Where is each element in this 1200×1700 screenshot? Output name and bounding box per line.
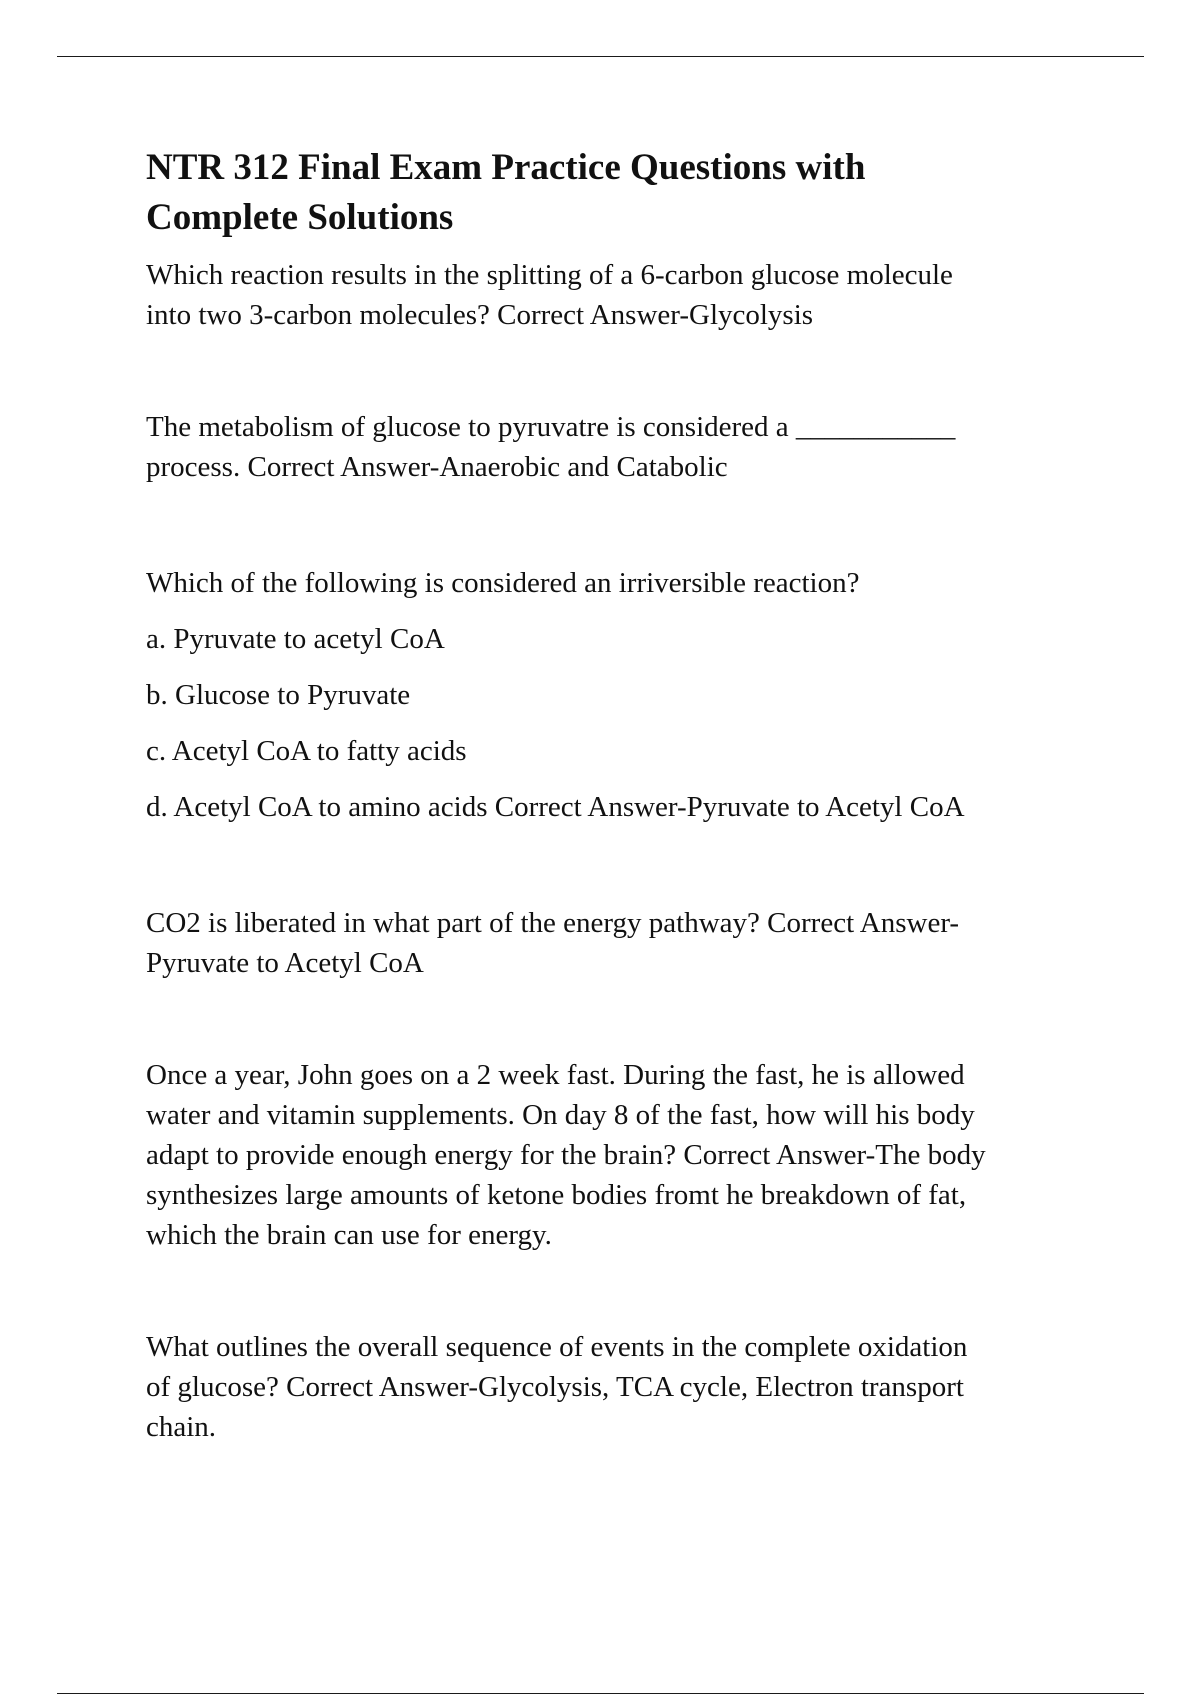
title-line-1: NTR 312 Final Exam Practice Questions with	[146, 147, 866, 188]
question-3-option-c: c. Acetyl CoA to fatty acids	[146, 735, 467, 767]
question-3-option-b: b. Glucose to Pyruvate	[146, 679, 411, 711]
question-3-stem: Which of the following is considered an irriversible reaction?	[146, 567, 860, 599]
question-2: The metabolism of glucose to pyruvatre is considered a ___________ process. Correct Answer-Anaerobic and Catabolic	[146, 411, 956, 483]
question-4: CO2 is liberated in what part of the energy pathway? Correct Answer- Pyruvate to Acetyl CoA	[146, 907, 960, 979]
title-line-2: Complete Solutions	[146, 197, 454, 238]
question-3-option-d: d. Acetyl CoA to amino acids Correct Answer-Pyruvate to Acetyl CoA	[146, 791, 965, 823]
question-6: What outlines the overall sequence of events in the complete oxidation of glucose? Correct Answer-Glycolysis, TCA cycle, Electron transport chain.	[146, 1331, 968, 1443]
document-title	[146, 143, 1146, 243]
question-1: Which reaction results in the splitting of a 6-carbon glucose molecule into two 3-carbon molecules? Correct Answer-Glycolysis	[146, 259, 953, 331]
question-5: Once a year, John goes on a 2 week fast. During the fast, he is allowed water and vitamin supplements. On day 8 of the fast, how will his body adapt to provide enough energy for the brain? Correct Answer-The body synthesizes large amounts of ketone bodies fromt he breakdown of fat, which the brain can use for energy.	[146, 1059, 986, 1251]
document-body	[146, 143, 1146, 1447]
question-3-option-a: a. Pyruvate to acetyl CoA	[146, 623, 445, 655]
top-rule	[57, 56, 1144, 57]
bottom-rule	[57, 1693, 1144, 1694]
